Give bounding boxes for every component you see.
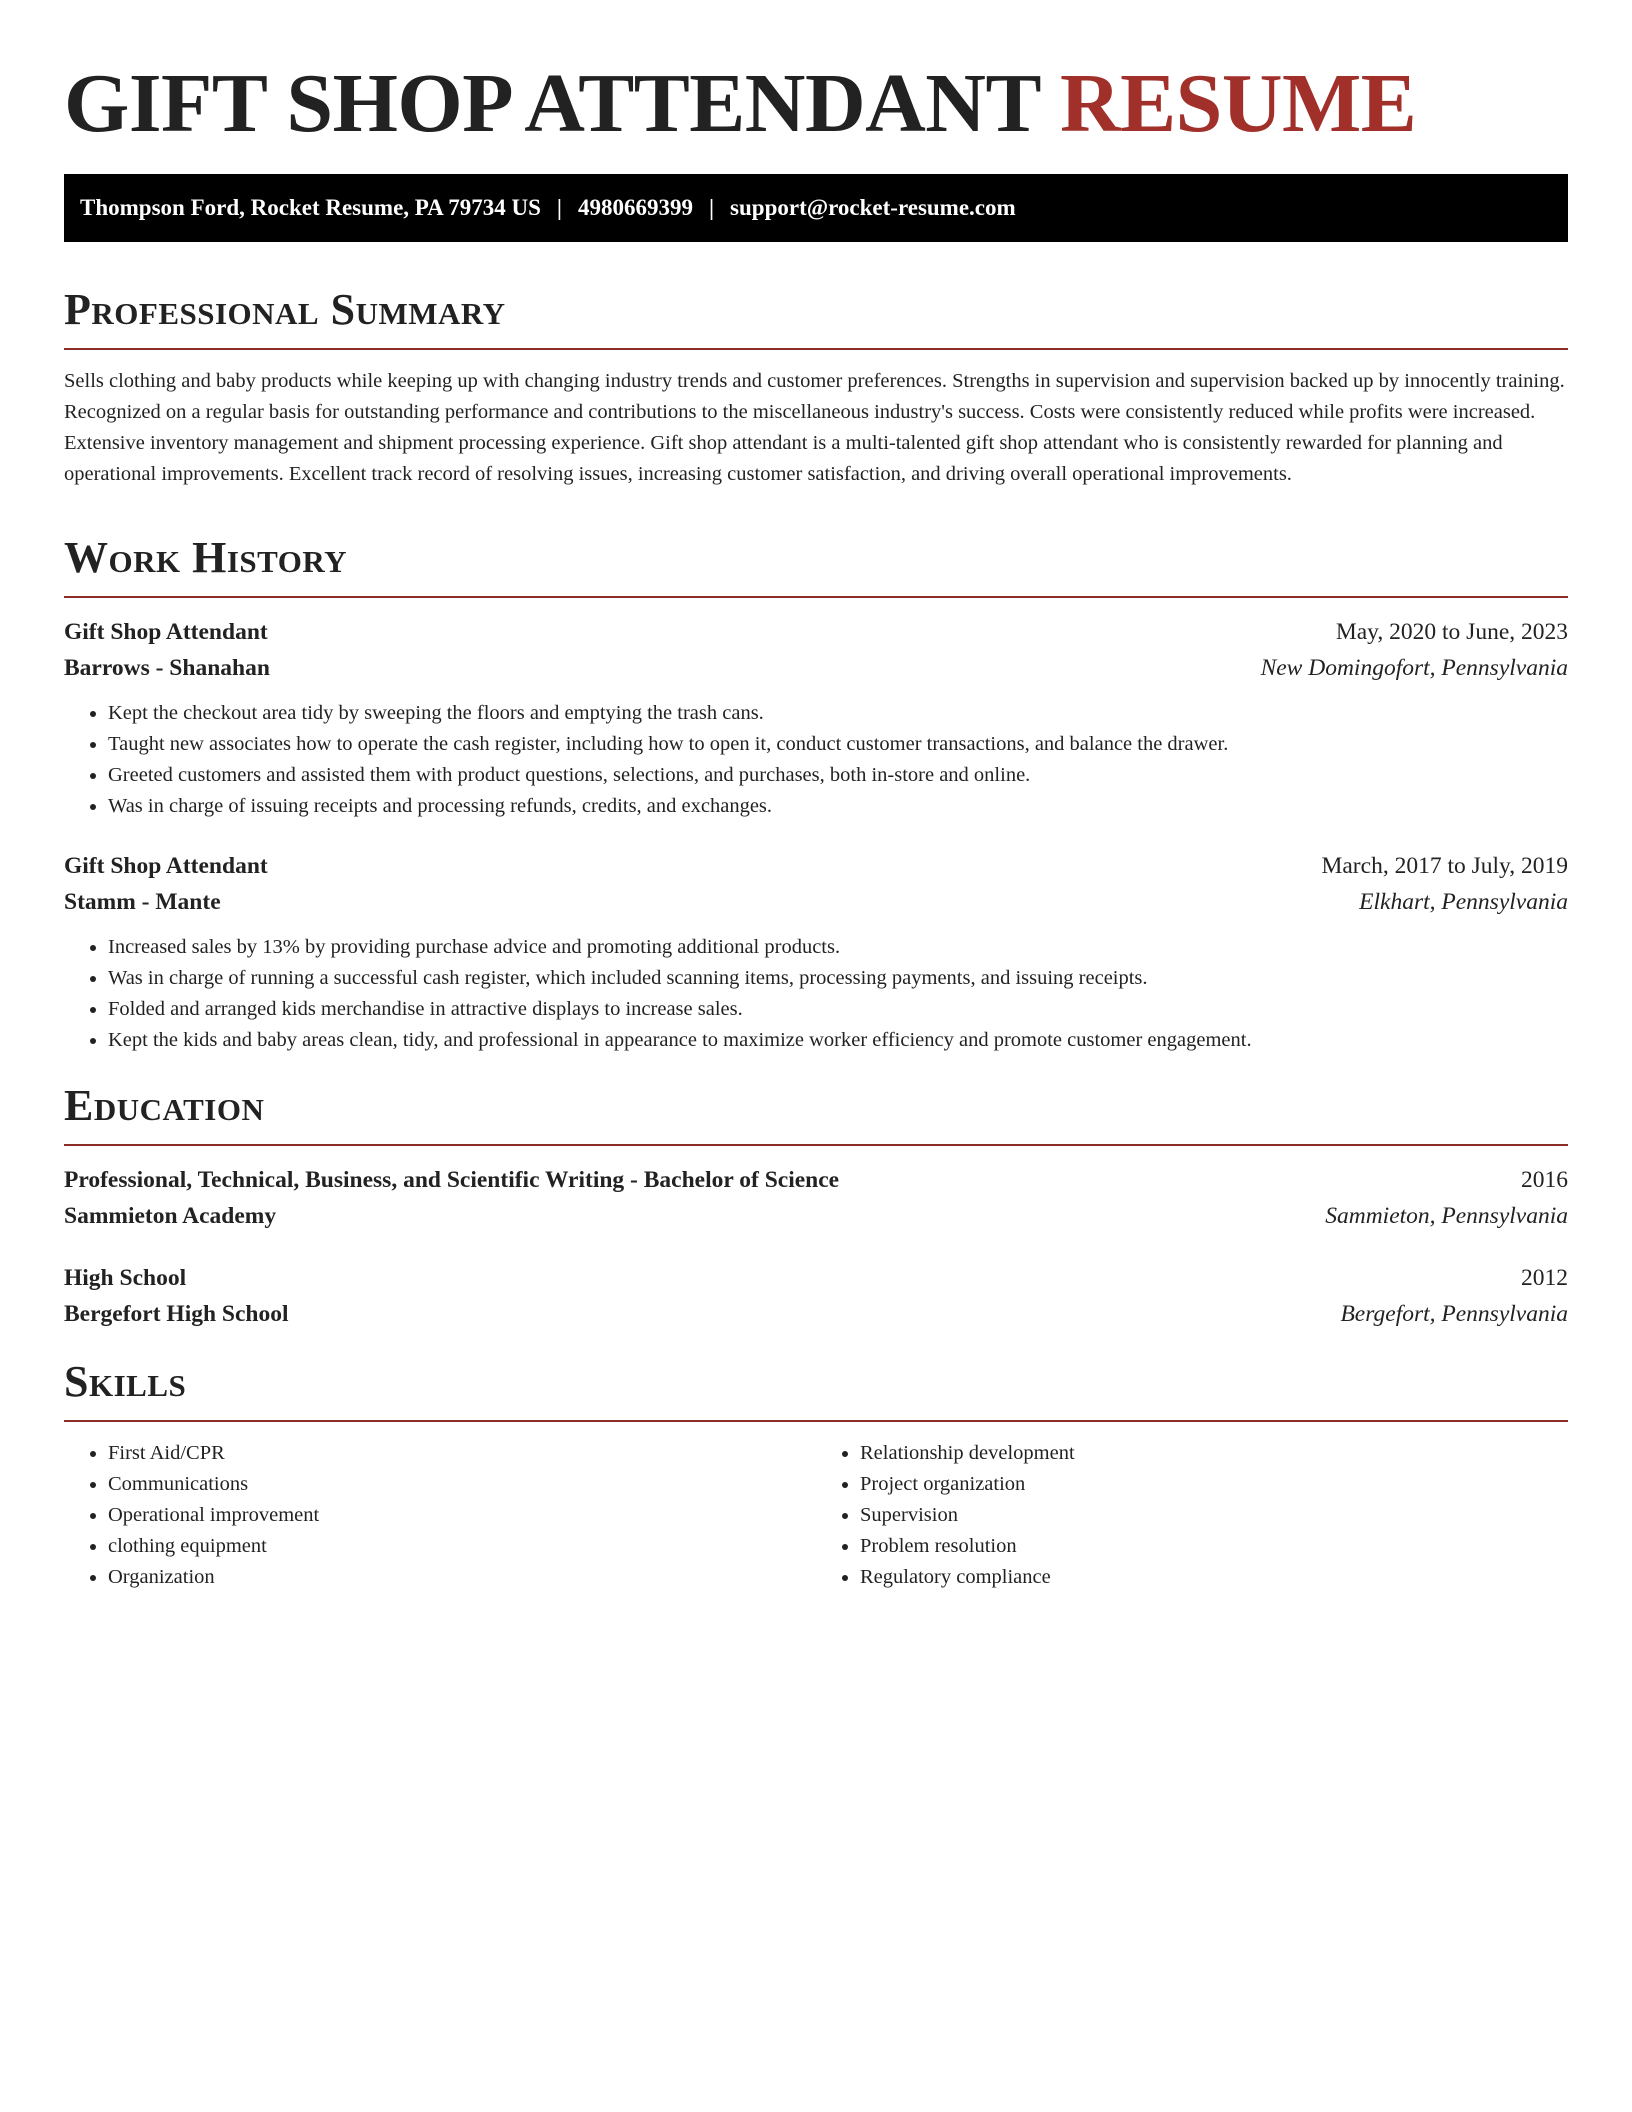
job-bullet: • Folded and arranged kids merchandise in attractive displays to increase sales. — [108, 994, 1568, 1025]
education-entry — [64, 1162, 1568, 1234]
education-school-row — [64, 1296, 1568, 1332]
education-header-row — [64, 1260, 1568, 1296]
job-company: Barrows - Shanahan — [64, 655, 270, 681]
job-bullet: • Greeted customers and assisted them with product questions, selections, and purchases, both in-store and online. — [108, 760, 1568, 791]
contact-bar — [64, 174, 1568, 242]
job-location: New Domingofort, Pennsylvania — [1260, 655, 1568, 681]
summary-heading: Professional Summary — [64, 285, 506, 334]
job-entry — [64, 848, 1568, 1056]
education-school-row — [64, 1198, 1568, 1234]
skill-item: • Problem resolution — [860, 1531, 1568, 1562]
education-year: 2016 — [1521, 1167, 1568, 1193]
job-company: Stamm - Mante — [64, 889, 221, 915]
title-accent: RESUME — [1059, 57, 1417, 150]
job-header-row — [64, 848, 1568, 884]
skill-item: • Organization — [108, 1562, 816, 1593]
education-degree: High School — [64, 1265, 187, 1291]
summary-text: Sells clothing and baby products while keeping up with changing industry trends and customer preferences. Strengths in supervision and supervision backed up by innocently training. Recognized on a regular basis for outstanding performance and contributions to the miscellaneous industry's success. Costs were consistently reduced while profits were increased. Extensive inventory management and shipment processing experience. Gift shop attendant is a multi-talented gift shop attendant who is consistently rewarded for planning and operational improvements. Excellent track record of resolving issues, increasing customer satisfaction, and driving overall operational improvements. — [64, 370, 1565, 485]
job-header-row — [64, 614, 1568, 650]
job-dates: March, 2017 to July, 2019 — [1321, 853, 1568, 879]
section-divider — [64, 1420, 1568, 1422]
education-entry — [64, 1260, 1568, 1332]
job-dates: May, 2020 to June, 2023 — [1335, 619, 1568, 645]
contact-separator: | — [708, 195, 715, 220]
job-location: Elkhart, Pennsylvania — [1359, 889, 1568, 915]
education-heading: Education — [64, 1081, 265, 1130]
job-bullets — [64, 698, 1568, 822]
job-title: Gift Shop Attendant — [64, 853, 268, 879]
education-location: Sammieton, Pennsylvania — [1325, 1203, 1568, 1229]
job-bullet: • Kept the checkout area tidy by sweeping the floors and emptying the trash cans. — [108, 698, 1568, 729]
contact-phone: 4980669399 — [577, 195, 693, 220]
skills-column-left — [64, 1438, 816, 1593]
skills-column-right — [816, 1438, 1568, 1593]
job-company-row — [64, 884, 1568, 920]
contact-address: Thompson Ford, Rocket Resume, PA 79734 US — [80, 195, 541, 220]
skills-heading: Skills — [64, 1357, 187, 1406]
section-divider — [64, 596, 1568, 598]
section-divider — [64, 1144, 1568, 1146]
job-company-row — [64, 650, 1568, 686]
education-location: Bergefort, Pennsylvania — [1340, 1301, 1568, 1327]
job-entry — [64, 614, 1568, 822]
title-main: GIFT SHOP ATTENDANT — [64, 57, 1040, 150]
job-bullet: • Kept the kids and baby areas clean, tidy, and professional in appearance to maximize worker efficiency and promote customer engagement. — [108, 1025, 1568, 1056]
education-header-row — [64, 1162, 1568, 1198]
education-school: Bergefort High School — [64, 1301, 289, 1327]
skill-item: • First Aid/CPR — [108, 1438, 816, 1469]
skill-item: • Supervision — [860, 1500, 1568, 1531]
skill-item: • Project organization — [860, 1469, 1568, 1500]
job-bullet: • Increased sales by 13% by providing purchase advice and promoting additional products. — [108, 932, 1568, 963]
skill-item: • Operational improvement — [108, 1500, 816, 1531]
job-bullets — [64, 932, 1568, 1056]
skill-item: • Relationship development — [860, 1438, 1568, 1469]
education-year: 2012 — [1521, 1265, 1568, 1291]
contact-separator: | — [556, 195, 562, 220]
skills-list — [64, 1438, 1568, 1593]
education-degree: Professional, Technical, Business, and Scientific Writing - Bachelor of Science — [64, 1167, 840, 1193]
skill-item: • Regulatory compliance — [860, 1562, 1568, 1593]
skill-item: • clothing equipment — [108, 1531, 816, 1562]
job-bullet: • Taught new associates how to operate the cash register, including how to open it, conduct customer transactions, and balance the drawer. — [108, 729, 1568, 760]
job-bullet: • Was in charge of issuing receipts and processing refunds, credits, and exchanges. — [108, 791, 1568, 822]
skill-item: • Communications — [108, 1469, 816, 1500]
contact-email: support@rocket-resume.com — [730, 195, 1016, 220]
job-title: Gift Shop Attendant — [64, 619, 268, 645]
section-divider — [64, 348, 1568, 350]
work-history-heading: Work History — [64, 533, 348, 582]
resume-title — [64, 56, 1568, 152]
education-school: Sammieton Academy — [64, 1203, 277, 1229]
job-bullet: • Was in charge of running a successful cash register, which included scanning items, processing payments, and issuing receipts. — [108, 963, 1568, 994]
